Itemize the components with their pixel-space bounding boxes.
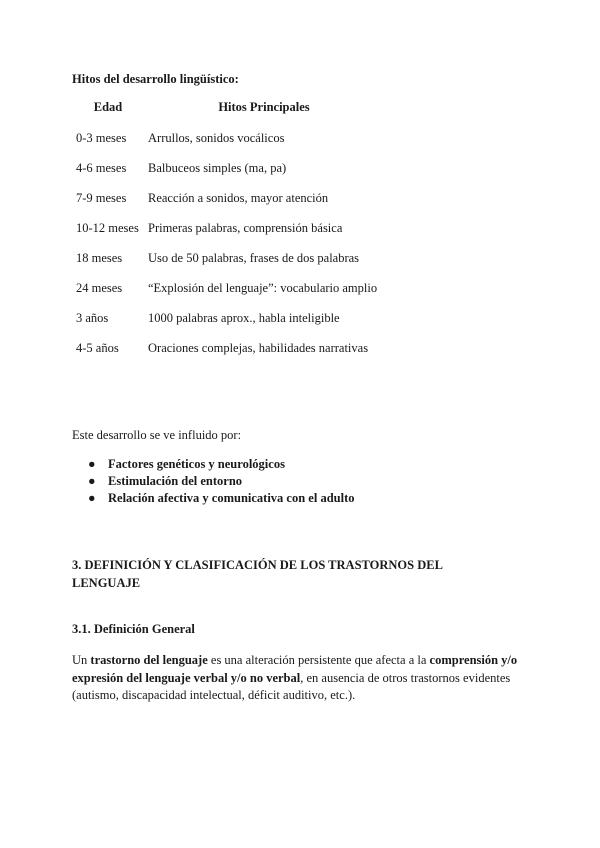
table-header-milestones: Hitos Principales [218, 100, 310, 114]
milestone-cell: Oraciones complejas, habilidades narrativas [148, 341, 369, 355]
milestone-cell: Arrullos, sonidos vocálicos [148, 131, 285, 145]
list-item-text: Estimulación del entorno [108, 474, 243, 488]
milestone-cell: Primeras palabras, comprensión básica [148, 221, 343, 235]
table-row [72, 155, 384, 185]
table-row [72, 335, 384, 365]
age-cell: 3 años [76, 311, 109, 325]
list-item-text: Factores genéticos y neurológicos [108, 457, 285, 471]
milestone-cell: “Explosión del lenguaje”: vocabulario amplio [148, 281, 378, 295]
definition-text: , en ausencia de otros trastornos evidentes (autismo, discapacidad intelectual, déficit auditivo, etc.). [72, 670, 511, 702]
list-item-text: Relación afectiva y comunicativa con el adulto [108, 491, 355, 505]
table-header-row [72, 96, 384, 125]
definition-paragraph [72, 652, 534, 705]
bullet-icon: ● [88, 457, 96, 471]
milestone-cell: Uso de 50 palabras, frases de dos palabras [148, 251, 360, 265]
list-item [72, 490, 355, 507]
definition-text: Un [72, 653, 91, 667]
list-item [72, 456, 355, 473]
table-row [72, 275, 384, 305]
age-cell: 18 meses [76, 251, 123, 265]
age-cell: 10-12 meses [76, 221, 139, 235]
list-item [72, 473, 355, 490]
factors-list [72, 456, 355, 507]
bullet-icon: ● [88, 474, 96, 488]
subsection-title: 3.1. Definición General [72, 622, 195, 636]
table-row [72, 185, 384, 215]
table-row [72, 125, 384, 155]
definition-term: trastorno del lenguaje [90, 653, 208, 667]
milestone-cell: Balbuceos simples (ma, pa) [148, 161, 287, 175]
table-row [72, 215, 384, 245]
age-cell: 4-6 meses [76, 161, 127, 175]
influence-intro: Este desarrollo se ve influido por: [72, 428, 242, 442]
milestone-cell: Reacción a sonidos, mayor atención [148, 191, 329, 205]
section-title: 3. DEFINICIÓN Y CLASIFICACIÓN DE LOS TRASTORNOS DEL LENGUAJE [72, 558, 443, 590]
bullet-icon: ● [88, 491, 96, 505]
table-row [72, 245, 384, 275]
table-row [72, 305, 384, 335]
age-cell: 0-3 meses [76, 131, 127, 145]
milestones-heading: Hitos del desarrollo lingüístico: [72, 72, 239, 86]
definition-emphasis: comprensión y/o expresión del lenguaje verbal y/o no verbal [72, 653, 518, 685]
table-header-age: Edad [93, 100, 123, 114]
definition-text: es una alteración persistente que afecta a la [207, 653, 430, 667]
milestones-table [72, 96, 384, 365]
age-cell: 7-9 meses [76, 191, 127, 205]
age-cell: 24 meses [76, 281, 123, 295]
age-cell: 4-5 años [76, 341, 119, 355]
milestone-cell: 1000 palabras aprox., habla inteligible [148, 311, 340, 325]
